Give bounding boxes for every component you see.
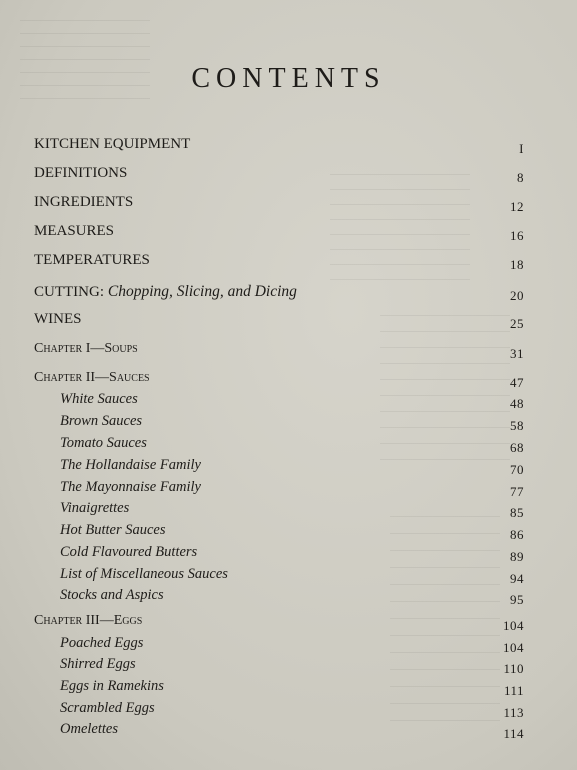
toc-entry-page: 70 xyxy=(510,462,524,477)
toc-subentry xyxy=(34,587,524,607)
toc-entry xyxy=(34,223,524,245)
toc-entry-label: WINES xyxy=(34,311,82,327)
toc-entry-page: 104 xyxy=(503,640,524,655)
toc-entry-page: 77 xyxy=(510,484,524,499)
toc-subentry xyxy=(34,500,524,520)
toc-entry-page: 18 xyxy=(510,257,524,272)
toc-subentry-label: Cold Flavoured Butters xyxy=(60,544,198,560)
toc-subentry-label: Stocks and Aspics xyxy=(60,587,164,603)
toc-entry-page: I xyxy=(519,141,524,156)
toc-chapter-label: Chapter I—Soups xyxy=(34,341,138,356)
toc-entry xyxy=(34,194,524,216)
toc-subentry xyxy=(34,635,524,655)
page-title: CONTENTS xyxy=(191,62,386,94)
toc-entry-label xyxy=(34,283,297,301)
toc-entry-page: 104 xyxy=(503,618,524,633)
toc-subentry xyxy=(34,479,524,499)
toc-entry-page: 94 xyxy=(510,571,524,586)
toc-subentry xyxy=(34,457,524,477)
toc-subentry-label: Brown Sauces xyxy=(60,413,143,429)
toc-subentry xyxy=(34,721,524,741)
toc-entry-page: 110 xyxy=(503,661,524,676)
toc-entry-page: 113 xyxy=(503,705,524,720)
toc-subentry-label: Hot Butter Sauces xyxy=(60,522,166,538)
toc-subentry xyxy=(34,700,524,720)
toc-entry-label: KITCHEN EQUIPMENT xyxy=(34,136,191,152)
toc-entry-page: 86 xyxy=(510,527,524,542)
toc-entry-page: 114 xyxy=(503,726,524,741)
toc-entry-label: DEFINITIONS xyxy=(34,165,128,181)
toc-entry-page: 85 xyxy=(510,505,524,520)
toc-subentry xyxy=(34,391,524,411)
toc-subentry-label: Vinaigrettes xyxy=(60,500,130,516)
toc-entry-page: 47 xyxy=(510,375,524,390)
toc-chapter-label: Chapter II—Sauces xyxy=(34,370,150,385)
toc-subentry-label: The Mayonnaise Family xyxy=(60,479,201,495)
toc-entry xyxy=(34,136,524,158)
toc-entry-label: INGREDIENTS xyxy=(34,194,134,210)
toc-entry-page: 95 xyxy=(510,592,524,607)
toc-chapter xyxy=(34,613,524,635)
toc-subentry xyxy=(34,656,524,676)
toc-entry-page: 12 xyxy=(510,199,524,214)
toc-entry-label-main: CUTTING: xyxy=(34,284,104,300)
toc-chapter-label: Chapter III—Eggs xyxy=(34,613,143,628)
toc-subentry-label: Shirred Eggs xyxy=(60,656,136,672)
toc-entry-page: 111 xyxy=(503,683,524,698)
toc-entry xyxy=(34,311,524,333)
toc-subentry xyxy=(34,413,524,433)
toc-entry-page: 16 xyxy=(510,228,524,243)
toc-entry-page: 58 xyxy=(510,418,524,433)
toc-entry-label: TEMPERATURES xyxy=(34,252,150,268)
toc-subentry xyxy=(34,566,524,586)
toc-entry-page: 48 xyxy=(510,396,524,411)
toc-subentry-label: Poached Eggs xyxy=(60,635,144,651)
toc-chapter xyxy=(34,370,524,392)
toc-subentry-label: White Sauces xyxy=(60,391,138,407)
toc-entry-page: 20 xyxy=(510,288,524,303)
toc-subentry-label: The Hollandaise Family xyxy=(60,457,201,473)
toc-subentry xyxy=(34,678,524,698)
toc-subentry-label: Tomato Sauces xyxy=(60,435,147,451)
toc-chapter xyxy=(34,341,524,363)
toc-subentry xyxy=(34,544,524,564)
toc-entry xyxy=(34,165,524,187)
toc-subentry-label: Eggs in Ramekins xyxy=(60,678,164,694)
toc-entry xyxy=(34,283,524,305)
toc-entry-page: 25 xyxy=(510,316,524,331)
toc-entry xyxy=(34,252,524,274)
toc-entry-page: 8 xyxy=(517,170,524,185)
toc-entry-label: MEASURES xyxy=(34,223,115,239)
toc-subentry-label: Scrambled Eggs xyxy=(60,700,155,716)
toc-entry-page: 31 xyxy=(510,346,524,361)
toc-subentry xyxy=(34,522,524,542)
toc-subentry-label: Omelettes xyxy=(60,721,118,737)
toc-entry-page: 89 xyxy=(510,549,524,564)
toc-subentry-label: List of Miscellaneous Sauces xyxy=(60,566,228,582)
toc-entry-label-subtitle: Chopping, Slicing, and Dicing xyxy=(107,283,297,300)
toc-entry-page: 68 xyxy=(510,440,524,455)
toc-subentry xyxy=(34,435,524,455)
